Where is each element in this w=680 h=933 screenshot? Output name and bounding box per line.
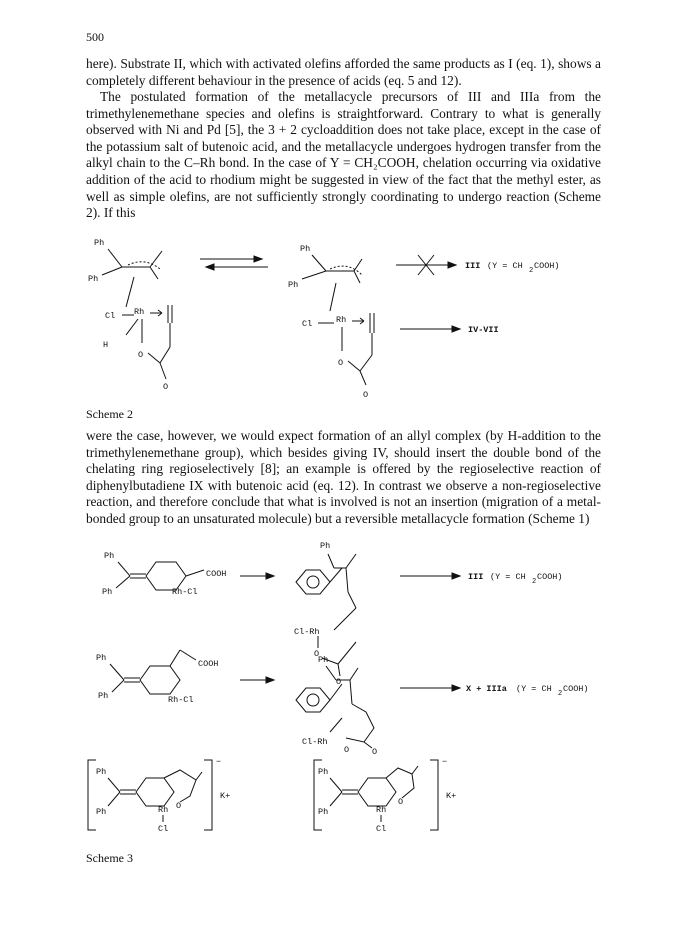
s3-ph-5: Ph [98,691,109,701]
s3-product-1-cond2: COOH) [537,572,563,582]
s2-product-1-cond2: COOH) [534,261,560,271]
s3-o-6: O [398,797,404,807]
page-number: 500 [86,30,104,44]
s3-ph-3: Ph [320,541,331,551]
s3-ph-4: Ph [96,653,107,663]
s2-rh-2: Rh [336,315,347,325]
s3-product-2: X + IIIa [466,684,507,694]
s3-product-2-cond2: COOH) [563,684,589,694]
s2-cl-2: Cl [302,319,313,329]
s3-k-1: K+ [220,791,231,801]
s3-cooh-1: COOH [206,569,227,579]
s2-ph-2: Ph [88,274,99,284]
s2-o-3: O [338,358,344,368]
paragraph-2: The postulated formation of the metallacycle precursors of III and IIIa from the trimethylenemethane species and olefins is straightforward. Contrary to what is generally observed with Ni and Pd [5], the 3 + 2 cycloaddition does not take place, except in the case of the potassium salt of butenoic acid, and the metallacycle undergoes hydrogen transfer from the alkyl chain to the C–Rh bond. In the case of Y = CH₂COOH, chelation occurring via oxidative addition of the acid to rhodium might be suggested in view of the fact that the methyl ester, as well as simple olefins, are not sufficiently strongly coordinating to undergo reaction (Scheme 2). If this [86,89,601,221]
s2-ph-4: Ph [288,280,299,290]
s2-o-2: O [163,382,169,392]
scheme-2-caption: Scheme 2 [86,407,133,421]
s3-rh-2: Rh [376,805,387,815]
s3-cooh-2: COOH [198,659,219,669]
s3-sub-2: 2 [558,690,563,698]
s3-o-3: O [344,745,350,755]
s3-rh-1: Rh [158,805,169,815]
s2-product-1-cond: (Y = CH [487,261,523,271]
s3-cl-1: Cl [158,824,169,834]
s3-cl-2: Cl [376,824,387,834]
s3-ph-2: Ph [102,587,113,597]
s3-ph-7: Ph [96,767,107,777]
s3-rh-cl-2: Rh-Cl [168,695,194,705]
s2-rh-1: Rh [134,307,145,317]
s3-rh-cl-1: Rh-Cl [172,587,198,597]
s2-product-2: IV-VII [468,325,499,335]
s2-sub-1: 2 [529,267,534,275]
s3-cl-rh-1: Cl-Rh [294,627,320,637]
s3-o-4: O [372,747,378,757]
s3-ph-10: Ph [318,807,329,817]
s2-h: H [103,340,109,350]
paragraph-1: here). Substrate II, which with activated olefins afforded the same products as I (eq. 1), shows a completely different behaviour in the presence of acids (eq. 5 and 12). [86,56,601,88]
s3-sub-1: 2 [532,578,537,586]
s3-ph-9: Ph [318,767,329,777]
s3-product-2-cond: (Y = CH [516,684,552,694]
s3-o-2: O [336,677,342,687]
s3-product-1-cond: (Y = CH [490,572,526,582]
scheme-3-figure [0,532,680,852]
s2-ph-1: Ph [94,238,105,248]
scheme-3-caption: Scheme 3 [86,851,133,865]
s3-product-1: III [468,572,484,582]
s2-o-1: O [138,350,144,360]
s3-cl-rh-2: Cl-Rh [302,737,328,747]
scheme-2-figure [0,235,680,400]
s2-ph-3: Ph [300,244,311,254]
s3-minus-1: − [216,757,222,767]
s3-minus-2: − [442,757,448,767]
s3-ph-6: Ph [318,655,329,665]
s2-o-4: O [363,390,369,400]
paragraph-3: were the case, however, we would expect formation of an allyl complex (by H-addition to the trimethylenemethane group), which besides giving IV, should insert the double bond of the chelating ring regioselectively [8]; an example is offered by the regioselective reaction of diphenylbutadiene IX with butenoic acid (eq. 12). In contrast we observe a non-regioselective reaction, and therefore conclude that what is involved is not an insertion (migration of a metal-bonded group to an unsaturated molecule) but a reversible metallacycle formation (Scheme 1) [86,428,601,526]
s3-k-2: K+ [446,791,457,801]
s3-ph-8: Ph [96,807,107,817]
s3-o-1: O [314,649,320,659]
s3-o-5: O [176,801,182,811]
s3-ph-1: Ph [104,551,115,561]
s2-product-1: III [465,261,481,271]
s2-cl-1: Cl [105,311,116,321]
